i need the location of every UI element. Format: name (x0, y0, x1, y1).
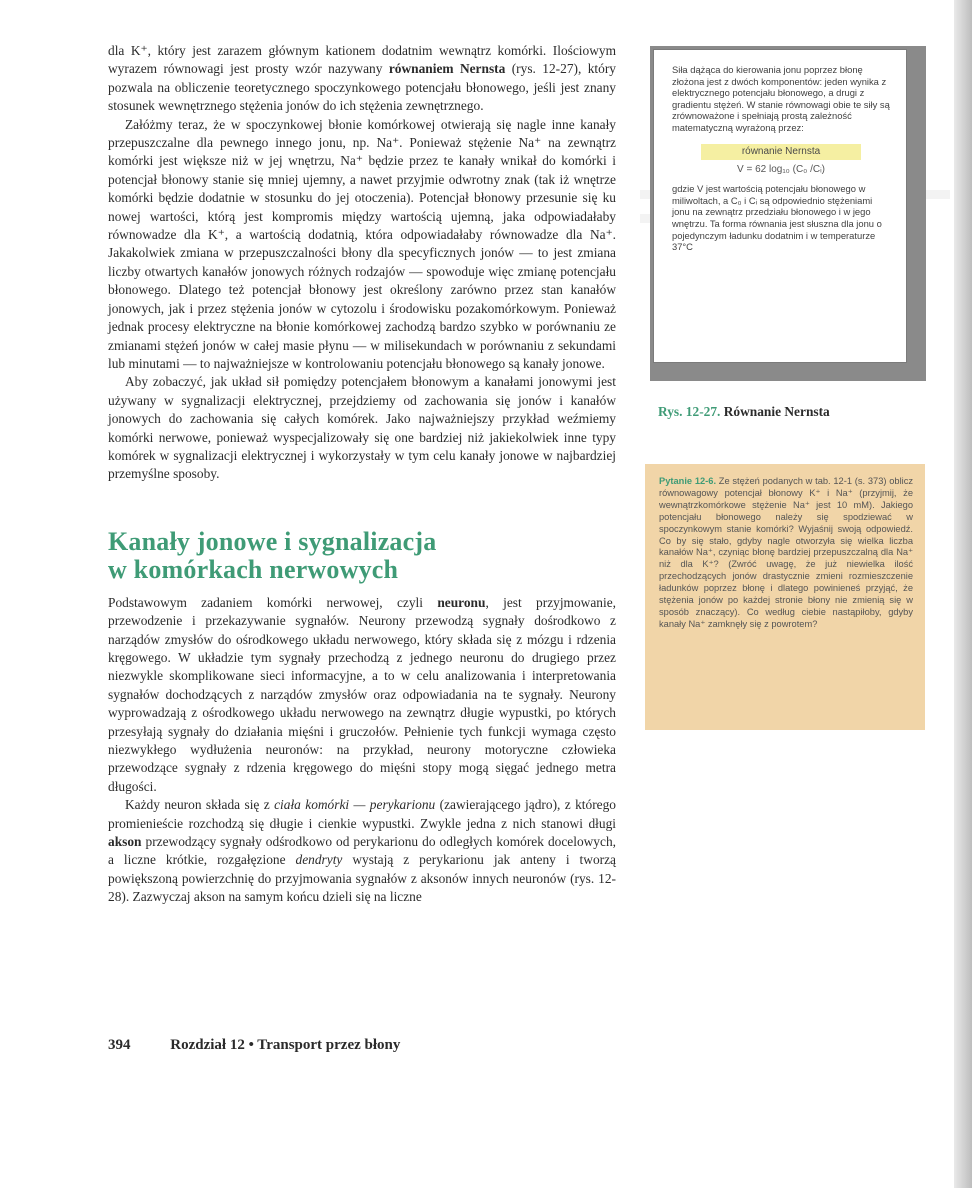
figure-caption (658, 404, 830, 420)
main-text-column (108, 42, 616, 907)
figure-title: Równanie Nernsta (723, 404, 830, 419)
question-box (645, 464, 925, 730)
term-neuron: neuronu (437, 594, 486, 610)
paragraph: Aby zobaczyć, jak układ sił pomiędzy potencjałem błonowym a kanałami jonowymi jest używany w sygnalizacji elektrycznej, przejdziemy od zachowania się jonów i kanałów jonowych do zachowania się całych komórek. Jako najważniejszy przykład weźmiemy komórki nerwowe, ponieważ wyspecjalizowały się one bardziej niż jakiekolwiek inne typy komórek w sygnalizacji elektrycznej i wykorzystały w tym celu kanały jonowe w najbardziej przemyślne sposoby. (108, 374, 616, 482)
running-head: Rozdział 12 • Transport przez błony (170, 1037, 401, 1053)
section-heading: Kanały jonowe i sygnalizacja w komórkach nerwowych (108, 526, 437, 584)
question-label: Pytanie 12-6. (659, 476, 717, 486)
equation-label: równanie Nernsta (701, 144, 861, 160)
paragraph: Podstawowym zadaniem komórki nerwowej, czyli neuronu, jest przyjmowanie, przewodzenie i przekazywanie sygnałów. Neurony przewodzą sygnały dośrodkowo z narządów zmysłów do ośrodkowego układu nerwowego, który składa się z mózgu i rdzenia kręgowego. W układzie tym sygnały przechodzą z jednego neuronu do drugiego przez niezwykle skomplikowane sieci informacyjne, a to w celu analizowania i interpretowania sygnałów dochodzących z narządów zmysłów oraz odpowiadania na te sygnały. Neurony wyprowadzają z ośrodkowego układu nerwowego na zewnątrz długie wypustki, po których przesyłają sygnały do działania mięśni i gruczołów. Pełnienie tych funkcji wymaga często niezwykłego wydłużenia neuronów: na przykład, neurony motoryczne człowieka przewodzące sygnały z rdzenia kręgowego do mięśni stopy mogą sięgać jednego metra długości. (108, 594, 616, 794)
paragraph: dla K⁺, który jest zarazem głównym kationem dodatnim wewnątrz komórki. Ilościowym wyrazem równowagi jest prosty wzór nazywany równaniem Nernsta (rys. 12-27), który pozwala na obliczenie teoretycznego spoczynkowego potencjału błonowego, jeśli jest znany stosunek wewnętrznego stężenia jonów do ich stężenia zewnętrznego. (108, 43, 617, 114)
figure-number: Rys. 12-27. (658, 404, 721, 419)
page-number: 394 (108, 1037, 131, 1053)
nernst-equation: V = 62 log₁₀ (C₀ /Cᵢ) (737, 163, 825, 175)
term-nernst-equation: równaniem Nernsta (388, 61, 506, 77)
term-axon: akson (108, 834, 142, 850)
scan-edge-shadow (954, 0, 972, 1188)
question-text: Ze stężeń podanych w tab. 12-1 (s. 373) oblicz równowagowy potencjał błonowy K⁺ i Na⁺ (przyjmij, że wewnątrzkomórkowe stężenie Na⁺ jest 10 mM). Jakiego potencjału błonowego należy się spodziewać w spoczynkowym stanie komórki? Wyjaśnij swoją odpowiedź. Co by się stało, gdyby nagle otworzyła się wielka liczba kanałów Na⁺, czyniąc błonę bardziej przepuszczalną dla Na⁺ niż dla K⁺? (Zwróć uwagę, że już niewielka ilość przechodzących jonów drastycznie zmieni rozmieszczenie ładunków poprzez błonę i dlatego powinieneś przyjąć, że stężenia jonów po każdej stronie błony nie zmienią się w sposób znaczący). Co według ciebie nastąpiłoby, gdyby kanały Na⁺ zamknęły się z powrotem? (659, 476, 913, 629)
paragraph: Każdy neuron składa się z ciała komórki — perykarionu (zawierającego jądro), z którego promienieście rozchodzą się długie i cienkie wypustki. Zwykle jedna z nich stanowi długi akson przewodzący sygnały odśrodkowo od perykarionu do odległych komórek docelowych, a liczne krótkie, rozgałęzione dendryty wystają z perykarionu jak anteny i tworzą powiększoną powierzchnię do przyjmowania sygnałów z aksonów innych neuronów (rys. 12-28). Zazwyczaj akson na samym końcu dzieli się na liczne (108, 797, 616, 905)
figure-content (653, 49, 907, 363)
paragraph: Załóżmy teraz, że w spoczynkowej błonie komórkowej otwierają się nagle inne kanały przepuszczalne dla pewnego innego jonu, np. Na⁺. Ponieważ stężenie Na⁺ na zewnątrz komórki jest większe niż w jej wnętrzu, Na⁺ będzie przez te kanały wnikał do komórki i potencjał błonowy stanie się mniej ujemny, a nawet przyjmie odwrotny znak (tak iż wnętrze komórki będzie dodatnie w stosunku do jej otoczenia). Potencjał błonowy przesunie się ku nowej wartości, którą jest kompromis między wartością ujemną, jaka odpowiadałaby równowadze dla K⁺, a wartością dodatnią, która odpowiadałaby równowadze dla Na⁺. Jakakolwiek zmiana w przepuszczalności błony dla specyficznych jonów — to jest zmiana liczby otwartych kanałów jonowych różnych rodzajów — spowoduje więc zmianę potencjału błonowego. Dlatego też potencjał błonowy jest określony zarówno przez stan kanałów jonowych, jak i przez stężenia jonów w cytozolu i środowisku pozakomórkowym. Ponieważ jednak procesy elektryczne na błonie komórkowej zachodzą bardzo szybko w porównaniu ze zmianami stężeń jonów w całej masie płynu — w milisekundach w porównaniu z sekundami lub minutami — to najważniejsze w kontrolowaniu potencjału błonowego są kanały jonowe. (108, 116, 616, 371)
page-footer (108, 1037, 400, 1054)
figure-explanation-text: gdzie V jest wartością potencjału błonowego w miliwoltach, a C₀ i Cᵢ są odpowiednio stężeniami jonu na zewnątrz przedziału błonowego i w jego wnętrzu. Ta forma równania jest słuszna dla jonu o pojedynczym ładunku dodatnim i w temperaturze 37°C (672, 183, 882, 253)
figure-nernst-box (650, 46, 926, 381)
figure-intro-text: Siła dążąca do kierowania jonu poprzez błonę złożona jest z dwóch komponentów: jeden wynika z elektrycznego potencjału błonowego, a drugi z gradientu stężeń. W stanie równowagi obie te siły są zrównoważone i spełniają prostą zależność matematyczną wyrażoną przez: (672, 64, 890, 133)
